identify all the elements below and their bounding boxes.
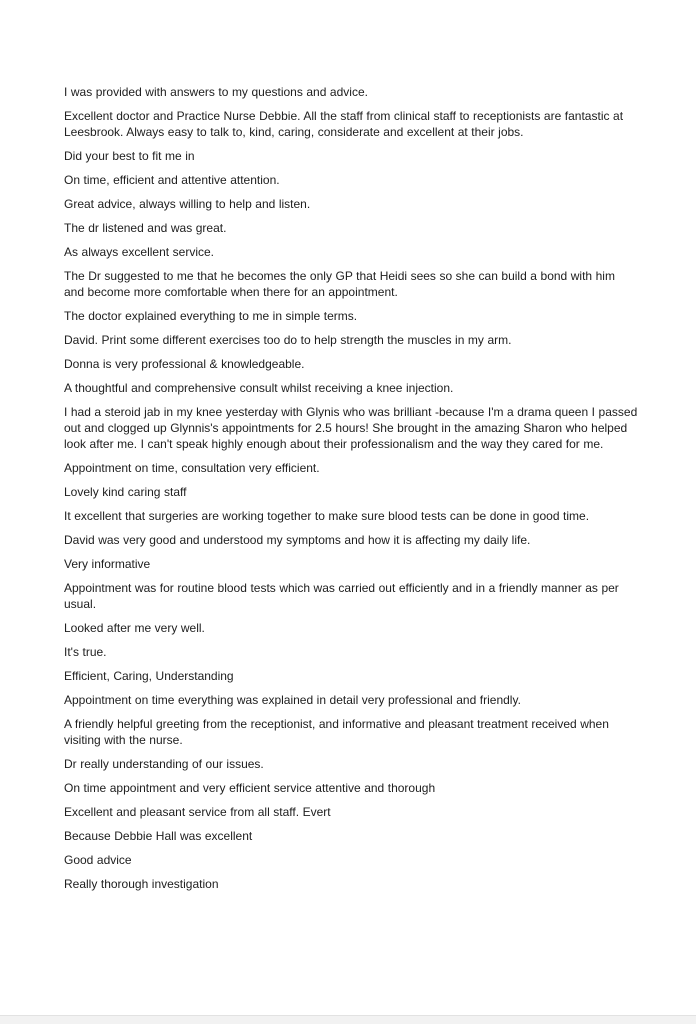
feedback-paragraph: Efficient, Caring, Understanding (64, 669, 234, 683)
feedback-paragraph: Lovely kind caring staff (64, 485, 187, 499)
feedback-paragraph: Excellent and pleasant service from all staff. Evert (64, 805, 331, 819)
feedback-paragraph: Because Debbie Hall was excellent (64, 829, 253, 843)
feedback-paragraph: It excellent that surgeries are working together to make sure blood tests can be done in good time. (64, 509, 590, 523)
feedback-paragraph: Good advice (64, 853, 132, 867)
feedback-paragraph: The dr listened and was great. (64, 221, 227, 235)
feedback-paragraph: On time appointment and very efficient service attentive and thorough (64, 781, 436, 795)
feedback-paragraph: The Dr suggested to me that he becomes the only GP that Heidi sees so she can build a bond with him and become more comfortable when there for an appointment. (64, 269, 615, 299)
feedback-paragraph: Appointment was for routine blood tests which was carried out efficiently and in a friendly manner as per usual. (64, 581, 619, 611)
feedback-paragraph: Excellent doctor and Practice Nurse Debbie. All the staff from clinical staff to receptionists are fantastic at Leesbrook. Always easy to talk to, kind, caring, considerate and excellent at their jobs. (64, 109, 624, 139)
feedback-paragraph: David was very good and understood my symptoms and how it is affecting my daily life. (64, 533, 531, 547)
feedback-paragraph: I was provided with answers to my questions and advice. (64, 85, 368, 99)
feedback-paragraph: I had a steroid jab in my knee yesterday with Glynis who was brilliant -because I'm a drama queen I passed out and clogged up Glynnis's appointments for 2.5 hours! She brought in the amazing Sharon who helped look after me. I can't speak highly enough about their professionalism and the way they cared for me. (64, 405, 638, 451)
feedback-paragraph: Dr really understanding of our issues. (64, 757, 264, 771)
feedback-paragraph: David. Print some different exercises too do to help strength the muscles in my arm. (64, 333, 512, 347)
feedback-paragraph: A friendly helpful greeting from the receptionist, and informative and pleasant treatment received when visiting with the nurse. (64, 717, 609, 747)
feedback-paragraph: It's true. (64, 645, 107, 659)
feedback-comments-list (64, 84, 638, 892)
feedback-paragraph: As always excellent service. (64, 245, 214, 259)
feedback-paragraph: Appointment on time everything was explained in detail very professional and friendly. (64, 693, 521, 707)
feedback-paragraph: Donna is very professional & knowledgeable. (64, 357, 305, 371)
feedback-paragraph: A thoughtful and comprehensive consult whilst receiving a knee injection. (64, 381, 454, 395)
feedback-paragraph: Very informative (64, 557, 151, 571)
feedback-paragraph: On time, efficient and attentive attention. (64, 173, 280, 187)
feedback-paragraph: Great advice, always willing to help and listen. (64, 197, 311, 211)
feedback-paragraph: Looked after me very well. (64, 621, 205, 635)
feedback-paragraph: Really thorough investigation (64, 877, 219, 891)
feedback-paragraph: Appointment on time, consultation very efficient. (64, 461, 320, 475)
feedback-paragraph: Did your best to fit me in (64, 149, 195, 163)
feedback-paragraph: The doctor explained everything to me in simple terms. (64, 309, 358, 323)
